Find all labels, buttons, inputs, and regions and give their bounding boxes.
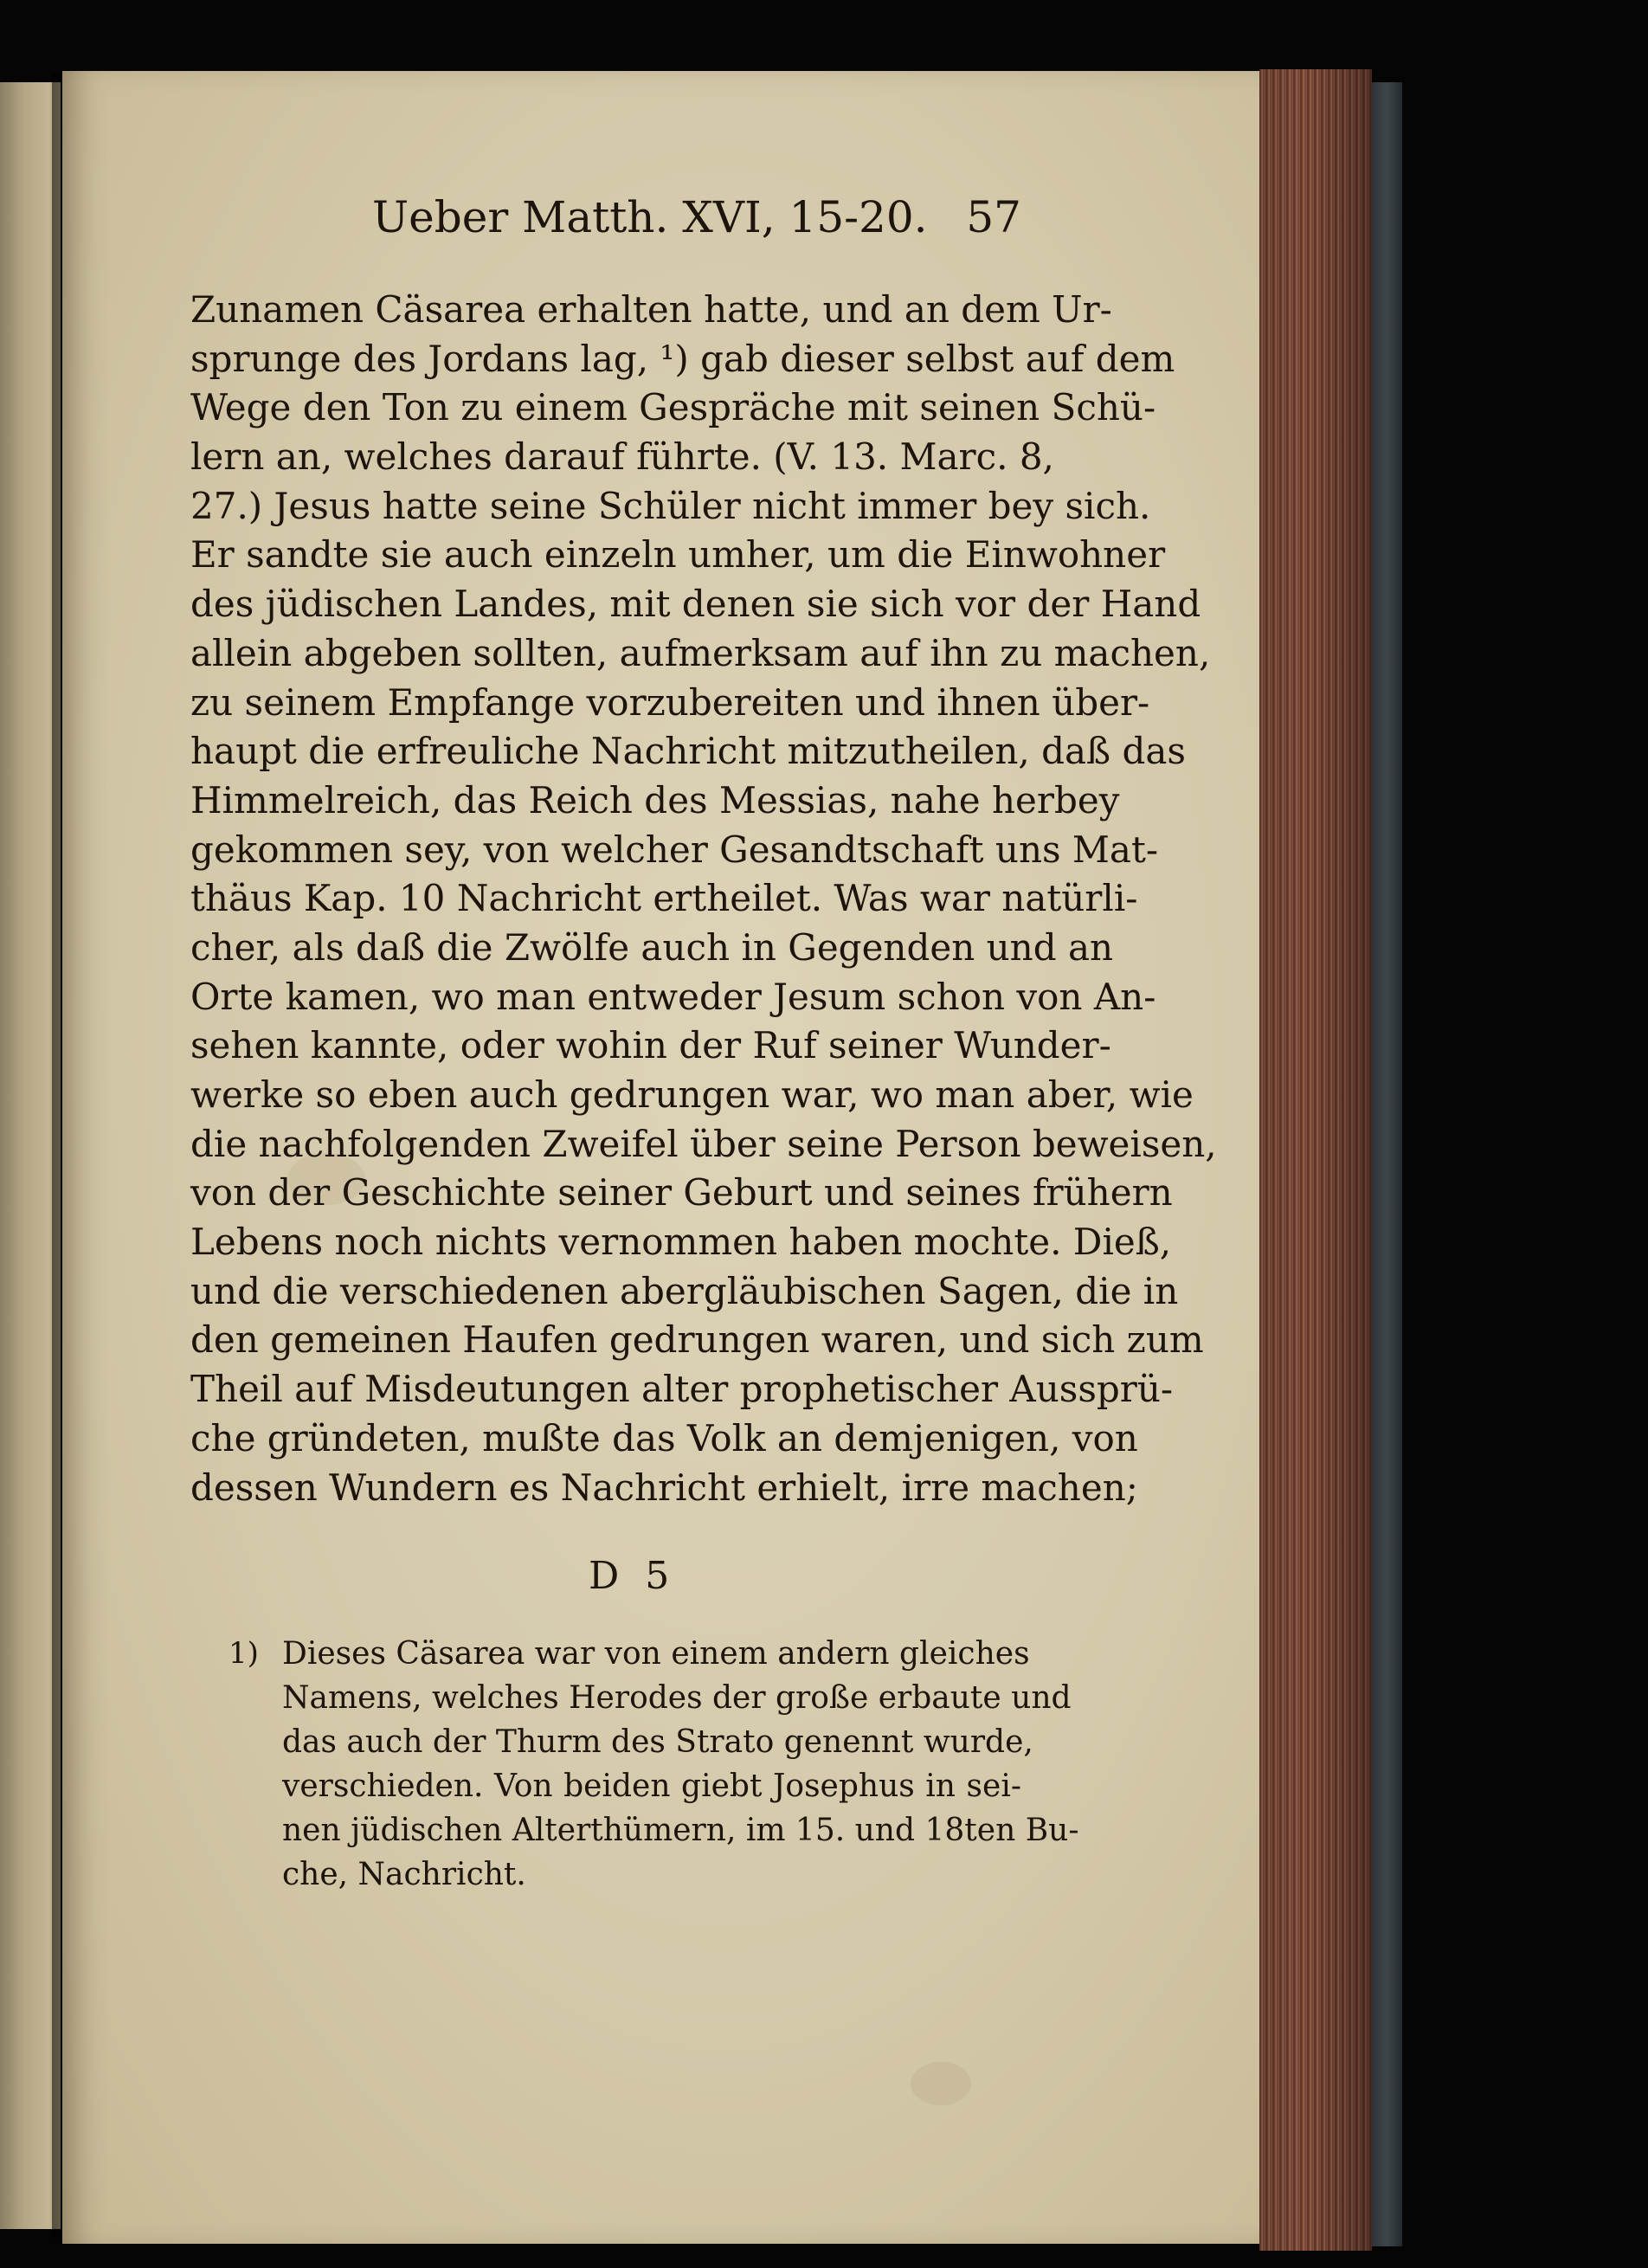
text-line: Orte kamen, wo man entweder Jesum schon von An- xyxy=(190,975,1156,1018)
text-line: werke so eben auch gedrungen war, wo man aber, wie xyxy=(190,1073,1194,1116)
text-line: Lebens noch nichts vernommen haben mochte. Dieß, xyxy=(190,1221,1172,1264)
footnote-line: Namens, welches Herodes der große erbaute und xyxy=(282,1680,1072,1716)
signature-mark xyxy=(589,1554,695,1598)
book-cover-edge xyxy=(1372,82,1402,2246)
footnote xyxy=(229,1632,1079,1897)
paper-stain xyxy=(911,2062,971,2105)
running-head: Ueber Matth. XVI, 15-20. xyxy=(372,192,928,242)
text-line: Theil auf Misdeutungen alter prophetischer Aussprü- xyxy=(190,1368,1174,1411)
page-number: 57 xyxy=(966,192,1021,242)
body-text xyxy=(190,286,1217,1512)
page-header xyxy=(372,192,1065,261)
text-line: haupt die erfreuliche Nachricht mitzutheilen, daß das xyxy=(190,730,1186,773)
footnote-marker: 1) xyxy=(229,1636,259,1671)
text-line: Zunamen Cäsarea erhalten hatte, und an dem Ur- xyxy=(190,288,1112,331)
text-line: Himmelreich, das Reich des Messias, nahe herbey xyxy=(190,778,1120,822)
text-line: lern an, welches darauf führte. (V. 13. Marc. 8, xyxy=(190,435,1054,479)
text-line: Wege den Ton zu einem Gespräche mit seinen Schü- xyxy=(190,386,1156,429)
signature-letter: D xyxy=(589,1554,620,1598)
footnote-line: che, Nachricht. xyxy=(282,1857,526,1892)
text-line: Er sandte sie auch einzeln umher, um die Einwohner xyxy=(190,533,1166,577)
text-line: 27.) Jesus hatte seine Schüler nicht immer bey sich. xyxy=(190,484,1151,527)
text-line: die nachfolgenden Zweifel über seine Person beweisen, xyxy=(190,1122,1217,1165)
signature-number: 5 xyxy=(645,1554,670,1598)
footnote-line: verschieden. Von beiden giebt Josephus in sei- xyxy=(282,1769,1021,1804)
footnote-line: nen jüdischen Alterthümern, im 15. und 18ten Bu- xyxy=(282,1813,1079,1848)
text-line: des jüdischen Landes, mit denen sie sich vor der Hand xyxy=(190,583,1201,626)
text-line: von der Geschichte seiner Geburt und seines frühern xyxy=(190,1171,1173,1215)
text-line: cher, als daß die Zwölfe auch in Gegenden und an xyxy=(190,925,1114,969)
text-line: che gründeten, mußte das Volk an demjenigen, von xyxy=(190,1416,1138,1459)
text-line: gekommen sey, von welcher Gesandtschaft uns Mat- xyxy=(190,828,1159,871)
text-line: zu seinem Empfange vorzubereiten und ihnen über- xyxy=(190,680,1150,724)
footnote-line: das auch der Thurm des Strato genennt wurde, xyxy=(282,1724,1033,1760)
text-line: thäus Kap. 10 Nachricht ertheilet. Was war natürli- xyxy=(190,877,1138,920)
text-line: dessen Wundern es Nachricht erhielt, irre machen; xyxy=(190,1466,1138,1509)
text-line: allein abgeben sollten, aufmerksam auf ihn zu machen, xyxy=(190,631,1211,674)
footnote-line: Dieses Cäsarea war von einem andern gleiches xyxy=(282,1636,1030,1672)
text-line: sprunge des Jordans lag, ¹) gab dieser selbst auf dem xyxy=(190,337,1175,380)
text-line: sehen kannte, oder wohin der Ruf seiner Wunder- xyxy=(190,1024,1111,1067)
text-line: den gemeinen Haufen gedrungen waren, und sich zum xyxy=(190,1318,1204,1362)
text-line: und die verschiedenen abergläubischen Sagen, die in xyxy=(190,1269,1179,1312)
page-block-shade xyxy=(1259,69,1372,2251)
